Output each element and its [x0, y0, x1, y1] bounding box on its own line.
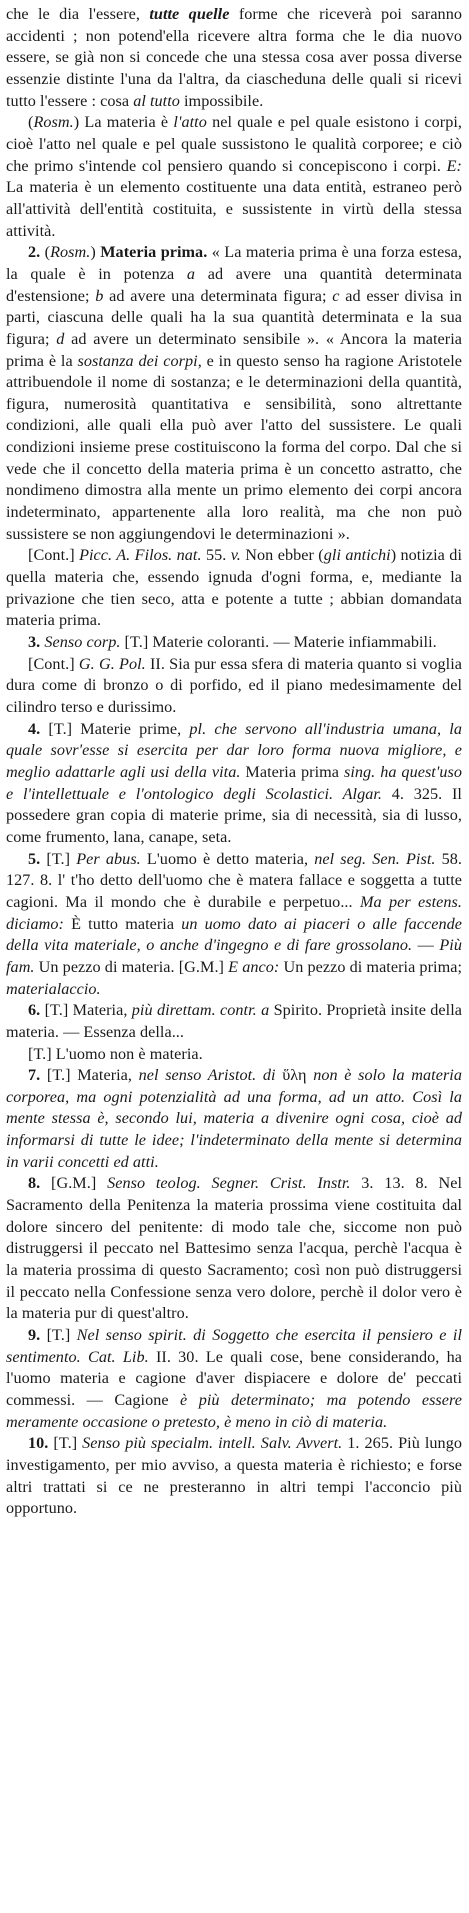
text-run: È tutto materia — [63, 914, 182, 933]
text-run: 58. 127. 8. l' t'ho detto dell'uomo che è matera fallace e soggetta a tutte cagioni. Ma il mondo che è durabile e perpetuo... — [6, 849, 462, 911]
dictionary-paragraph — [6, 112, 462, 242]
text-run: al tutto — [133, 91, 180, 110]
text-run: Materia prima. — [100, 243, 208, 262]
text-run: 9. — [28, 1326, 41, 1345]
text-run: v. — [230, 546, 241, 565]
text-run: ( — [28, 113, 34, 132]
text-run: ad avere un determinato sensibile ». « Ancora la materia prima è la — [6, 329, 462, 370]
dictionary-paragraph — [6, 632, 462, 654]
text-run: nel quale e pel quale esistono i corpi, cioè l'atto nel quale e pel quale sussistono le qualità corporee; e ciò che primo s'intende col pensiero quando si concepiscono i corpi. — [6, 113, 462, 175]
text-run: Non ebber ( — [240, 546, 324, 565]
text-run: Un pezzo di materia. [G.M.] — [34, 957, 229, 976]
text-run: [T.] Materie coloranti. — Materie infiammabili. — [120, 633, 437, 652]
text-column — [6, 4, 462, 1520]
text-run: 1. 265. Più lungo investigamento, per mio avviso, a questa materia è richiesto; e forse altri trattati si ce ne presteranno in altri tempi l'acconcio più opportuno. — [6, 1434, 462, 1518]
text-run: d — [56, 329, 65, 348]
text-run: [Cont.] — [28, 654, 79, 673]
text-run: è più determinato; ma potendo essere meramente occasione o pretesto, è meno in ciò di materia. — [6, 1391, 462, 1431]
text-run: ) — [90, 243, 101, 262]
text-run: forme che riceverà poi saranno accidenti ; non potend'ella ricevere altra forma che le dia nuovo essere, se già non si concede che una stessa cosa aver possa diverse essenzie distinte l'una da l'altra, da ciascheduna delle quali si ricevi tutto l'essere : cosa — [6, 5, 462, 110]
dictionary-paragraph — [6, 4, 462, 112]
text-run: Senso corp. — [44, 633, 121, 652]
text-run: II. Sia pur essa sfera di materia quanto si voglia dura come di bronzo o di porfido, ed il piano medesimamente del cilindro terso e durissimo. — [6, 654, 463, 716]
dictionary-paragraph — [6, 242, 462, 545]
text-run: Rosm. — [33, 113, 74, 132]
text-run: 2. — [28, 243, 41, 262]
text-run: Materia prima — [240, 762, 344, 781]
text-run: 10. — [28, 1434, 49, 1453]
text-run: 5. — [28, 849, 41, 868]
text-run: E anco: — [228, 957, 280, 976]
text-run: non è solo la materia corporea, ma ogni potenzialità ad una forma, ad un atto. Così la mente stessa è, secondo lui, materia a divenire ogni cosa, cioè ad informarsi di tutte le idee; l'indeterminato della mente si determina in varii concetti ed atti. — [6, 1066, 462, 1171]
text-run: c — [332, 286, 340, 305]
text-run: La materia è un elemento costituente una data entità, estraneo però all'attività dell'entità costituita, e sussistente in virtù della stessa attività. — [6, 178, 462, 240]
text-run: 3. — [28, 633, 41, 652]
text-run: Ma per estens. diciamo: — [6, 892, 463, 933]
text-run: b — [95, 286, 104, 305]
dictionary-paragraph — [6, 654, 462, 719]
text-run: ὕλη — [275, 1066, 314, 1085]
text-run: [T.] — [40, 849, 77, 868]
dictionary-paragraph — [6, 1044, 462, 1066]
text-run: 6. — [28, 1001, 41, 1020]
text-run: gli antichi — [323, 546, 391, 565]
dictionary-paragraph — [6, 1433, 462, 1520]
text-run: nel seg. Sen. Pist. — [314, 849, 436, 868]
text-run: l'atto — [173, 113, 207, 132]
dictionary-paragraph — [6, 1065, 462, 1173]
text-run: a — [186, 264, 196, 283]
text-run: sing. ha quest'uso e l'intellettuale e l'ontologico degli Scolastici. Algar. — [6, 762, 462, 803]
text-run: [T.] Materie prime, — [40, 719, 190, 738]
text-run: [T.] — [48, 1434, 83, 1453]
text-run: impossibile. — [179, 91, 264, 110]
text-run: Un pezzo di materia prima; — [279, 957, 462, 976]
text-run: [T.] Materia, — [40, 1066, 139, 1085]
text-run: nel senso Aristot. di — [138, 1066, 276, 1085]
text-run: [T.] — [40, 1326, 77, 1345]
text-run: 7. — [28, 1066, 41, 1085]
text-run: ad avere una quantità determinata d'estensione; — [6, 264, 462, 305]
text-run: II. 30. Le quali cose, bene considerando, ha l'uomo materia e cagione d'aver dispiacere e dolore de' peccati commessi. — Cagione — [6, 1347, 463, 1409]
text-run: — — [412, 936, 440, 955]
text-run: tutte quelle — [149, 5, 230, 23]
dictionary-paragraph — [6, 1173, 462, 1325]
text-run: sostanza dei corpi — [77, 351, 198, 370]
text-run: « La materia prima è una forza estesa, la quale è in potenza — [6, 243, 463, 283]
text-run: ad esser divisa in parti, ciascuna delle quali ha la sua quantità determinata e la sua figura; — [6, 286, 462, 348]
text-run: Picc. A. Filos. nat. — [79, 546, 202, 565]
text-run: ) La materia è — [73, 113, 174, 132]
text-run: materialaccio. — [6, 979, 101, 998]
text-run: [T.] L'uomo non è materia. — [28, 1044, 203, 1063]
text-run: che le dia l'essere, — [6, 5, 150, 23]
text-run: pl. che servono all'industria umana, la quale sovr'esse si esercita per dar loro forma nuova migliore, e meglio adattarle agli usi della vita. — [6, 719, 462, 781]
text-run: ) notizia di quella materia che, essendo ignuda d'ogni forma, e, mediante la privazione che tien seco, atta e potente a tutte ; abbian domandata materia prima. — [6, 546, 462, 630]
dictionary-paragraph — [6, 849, 462, 1001]
dictionary-paragraph — [6, 1325, 462, 1433]
text-run: [Cont.] — [28, 546, 80, 565]
text-run: 4. — [28, 719, 41, 738]
text-run: 4. 325. Il possedere gran copia di materie prime, sia di necessità, sia di lusso, come frumento, lana, canape, seta. — [6, 784, 462, 846]
dictionary-paragraph — [6, 545, 462, 632]
text-run: [T.] Materia, — [40, 1001, 132, 1020]
text-run: Senso più specialm. intell. Salv. Avvert. — [82, 1434, 343, 1453]
text-run: un uomo dato ai piaceri o alle faccende della vita materiale, o anche d'ingegno e di fare grossolano. — [6, 914, 463, 955]
text-run: 55. — [201, 546, 231, 565]
text-run: L'uomo è detto materia, — [140, 849, 315, 868]
text-run: ad avere una determinata figura; — [103, 286, 333, 305]
text-run: Nel senso spirit. di Soggetto che esercita il pensiero e il sentimento. Cat. Lib. — [6, 1326, 462, 1366]
text-run: ( — [40, 243, 51, 262]
text-run: Spirito. Proprietà insite della materia. — Essenza della... — [6, 1001, 462, 1041]
text-run: G. G. Pol. — [78, 654, 146, 673]
text-run: [G.M.] — [40, 1174, 108, 1193]
text-run: Senso teolog. Segner. Crist. Instr. — [107, 1174, 351, 1193]
text-run: E: — [446, 156, 462, 175]
text-run: 3. 13. 8. Nel Sacramento della Penitenza la materia prossima viene costituita dal dolore sincero del penitente: di modo tale che, siccome non può distruggersi il peccato nel Battesimo senza l'acqua, perchè l'acqua è la materia prossima di questo Sacramento; così non può distruggersi il peccato nella Confessione senza vero dolore, perchè il dolor vero è la materia pur di quest'altro. — [6, 1174, 463, 1323]
text-run: Rosm. — [50, 243, 91, 262]
text-run: più direttam. contr. a — [131, 1001, 270, 1020]
dictionary-paragraph — [6, 1000, 462, 1043]
text-run: , e in questo senso ha ragione Aristotele attribuendole il nome di sostanza; e le determinazioni della quantità, figura, numerosità quantitativa e sensibilità, sono altrettante condizioni, alle quali ella può aver l'atto del sussistere. Le quali condizioni insieme prese costituiscono la forma del corpo. Dal che si vede che il concetto della materia prima è un concetto astratto, che nondimeno dimostra alla mente un primo elemento dei corpi ancora indeterminato, appartenente alla loro realità, ma che non può sussistere se non aggiungendovi le determinazioni ». — [6, 351, 462, 543]
text-run: Più fam. — [6, 936, 462, 976]
text-run: 8. — [28, 1174, 41, 1193]
text-run: Per abus. — [76, 849, 141, 868]
dictionary-paragraph — [6, 719, 462, 849]
